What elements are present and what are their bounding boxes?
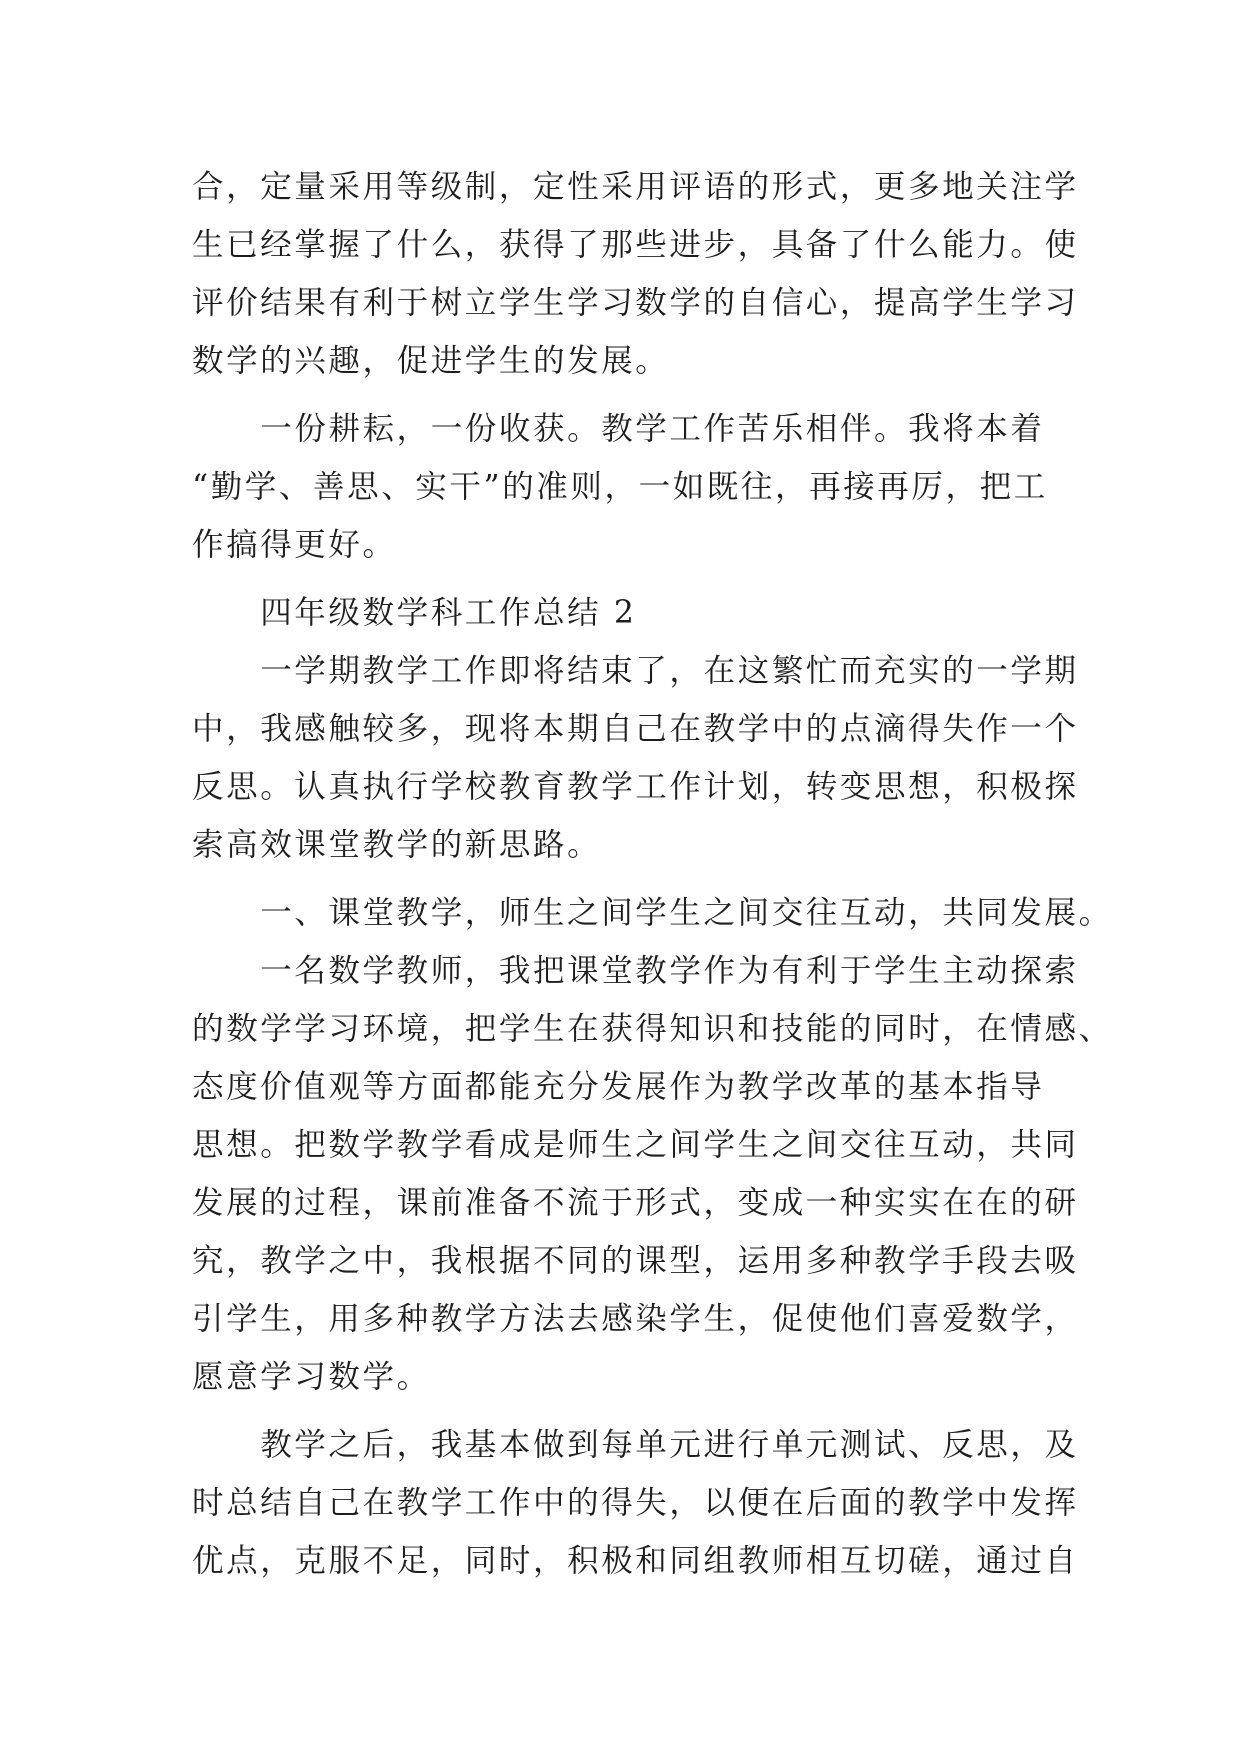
- text-line: 一学期教学工作即将结束了，在这繁忙而充实的一学期: [192, 653, 1079, 689]
- text-line: 思想。把数学教学看成是师生之间学生之间交往互动，共同: [192, 1127, 1079, 1163]
- text-line: 中，我感触较多，现将本期自己在教学中的点滴得失作一个: [192, 711, 1079, 747]
- text-line: 愿意学习数学。: [192, 1359, 431, 1395]
- text-line: “勤学、善思、实干”的准则，一如既往，再接再厉，把工: [192, 469, 1048, 505]
- text-line: 评价结果有利于树立学生学习数学的自信心，提高学生学习: [192, 285, 1079, 321]
- text-line: 数学的兴趣，促进学生的发展。: [192, 343, 670, 379]
- text-line: 时总结自己在教学工作中的得失，以便在后面的教学中发挥: [192, 1485, 1079, 1521]
- text-line: 引学生，用多种教学方法去感染学生，促使他们喜爱数学，: [192, 1301, 1079, 1337]
- text-line: 反思。认真执行学校教育教学工作计划，转变思想，积极探: [192, 769, 1079, 805]
- text-line: 优点，克服不足，同时，积极和同组教师相互切磋，通过自: [192, 1543, 1079, 1579]
- text-line: 索高效课堂教学的新思路。: [192, 827, 602, 863]
- text-line: 究，教学之中，我根据不同的课型，运用多种教学手段去吸: [192, 1243, 1079, 1279]
- text-line: 的数学学习环境，把学生在获得知识和技能的同时，在情感、: [192, 1011, 1113, 1047]
- text-line: 合，定量采用等级制，定性采用评语的形式，更多地关注学: [192, 169, 1079, 205]
- text-line: 发展的过程，课前准备不流于形式，变成一种实实在在的研: [192, 1185, 1079, 1221]
- section-heading: 四年级数学科工作总结 2: [192, 595, 637, 631]
- body-text: [192, 158, 1113, 1590]
- text-line: 生已经掌握了什么，获得了那些进步，具备了什么能力。使: [192, 227, 1079, 263]
- text-line: 作搞得更好。: [192, 527, 397, 563]
- subsection-heading: 一、课堂教学，师生之间学生之间交往互动，共同发展。: [192, 895, 1113, 931]
- text-line: 一份耕耘，一份收获。教学工作苦乐相伴。我将本着: [192, 411, 1045, 447]
- text-line: 态度价值观等方面都能充分发展作为教学改革的基本指导: [192, 1069, 1045, 1105]
- text-line: 教学之后，我基本做到每单元进行单元测试、反思，及: [192, 1427, 1079, 1463]
- text-line: 一名数学教师，我把课堂教学作为有利于学生主动探索: [192, 953, 1079, 989]
